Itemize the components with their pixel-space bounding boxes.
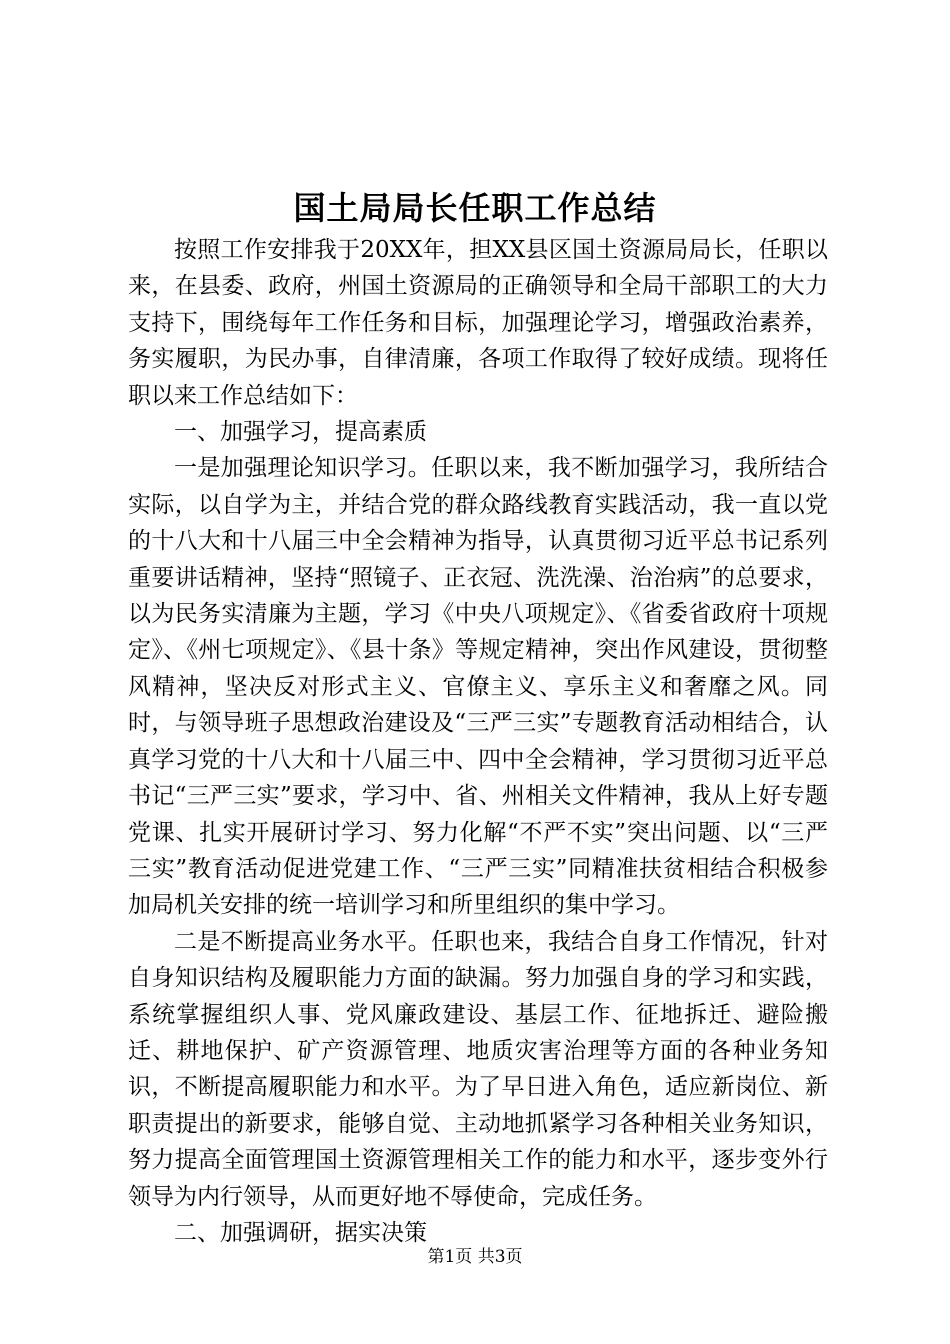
section-heading-1: 一、加强学习，提高素质 (174, 419, 427, 446)
intro-paragraph: 按照工作安排我于20XX年，担XX县区国土资源局局长，任职以来，在县委、政府，州国土资源局的正确领导和全局干部职工的大力支持下，围绕每年工作任务和目标，加强理论学习，增强政治素养，务实履职，为民办事，自律清廉，各项工作取得了较好成绩。现将任职以来工作总结如下： (128, 237, 828, 409)
document-title: 国土局局长任职工作总结 (293, 189, 657, 227)
section-heading-2: 二、加强调研，据实决策 (174, 1219, 427, 1246)
paragraph-business-level: 二是不断提高业务水平。任职也来，我结合自身工作情况，针对自身知识结构及履职能力方面的缺漏。努力加强自身的学习和实践，系统掌握组织人事、党风廉政建设、基层工作、征地拆迁、避险搬迁、耕地保护、矿产资源管理、地质灾害治理等方面的各种业务知识，不断提高履职能力和水平。为了早日进入角色，适应新岗位、新职责提出的新要求，能够自觉、主动地抓紧学习各种相关业务知识，努力提高全面管理国土资源管理相关工作的能力和水平，逐步变外行领导为内行领导，从而更好地不辱使命，完成任务。 (128, 928, 828, 1210)
paragraph-theory-study: 一是加强理论知识学习。任职以来，我不断加强学习，我所结合实际，以自学为主，并结合党的群众路线教育实践活动，我一直以党的十八大和十八届三中全会精神为指导，认真贯彻习近平总书记系列重要讲话精神，坚持“照镜子、正衣冠、洗洗澡、治治病”的总要求，以为民务实清廉为主题，学习《中央八项规定》、《省委省政府十项规定》、《州七项规定》、《县十条》等规定精神，突出作风建设，贯彻整风精神，坚决反对形式主义、官僚主义、享乐主义和奢靡之风。同时，与领导班子思想政治建设及“三严三实”专题教育活动相结合，认真学习党的十八大和十八届三中、四中全会精神，学习贯彻习近平总书记“三严三实”要求，学习中、省、州相关文件精神，我从上好专题党课、扎实开展研讨学习、努力化解“不严不实”突出问题、以“三严三实”教育活动促进党建工作、“三严三实”同精准扶贫相结合积极参加局机关安排的统一培训学习和所里组织的集中学习。 (128, 455, 828, 919)
document-body (128, 232, 828, 1251)
page-number-footer: 第1页 共3页 (427, 1247, 523, 1267)
